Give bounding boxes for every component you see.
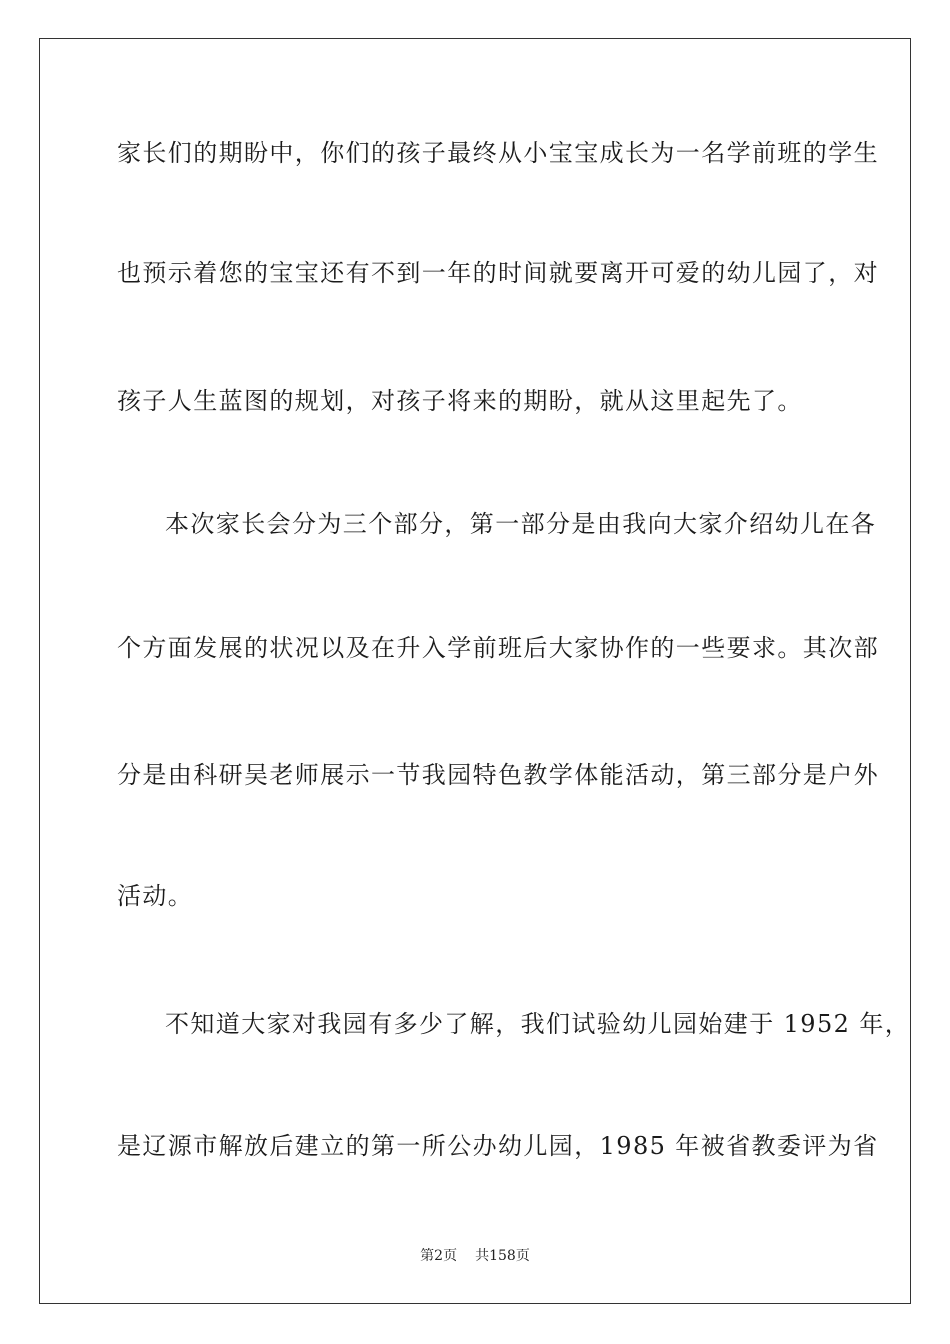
text-line-5: 个方面发展的状况以及在升入学前班后大家协作的一些要求。其次部: [117, 634, 879, 662]
page-number-total: 共158页: [475, 1248, 530, 1264]
text-line-9: 是辽源市解放后建立的第一所公办幼儿园，1985 年被省教委评为省: [117, 1132, 879, 1160]
text-line-7: 活动。: [117, 882, 194, 910]
text-line-2: 也预示着您的宝宝还有不到一年的时间就要离开可爱的幼儿园了，对: [117, 259, 879, 287]
page-footer: [0, 1246, 950, 1266]
page-number-current: 第2页: [420, 1248, 458, 1264]
text-line-1: 家长们的期盼中，你们的孩子最终从小宝宝成长为一名学前班的学生: [117, 139, 879, 167]
paragraph-2-line-1: 本次家长会分为三个部分，第一部分是由我向大家介绍幼儿在各: [165, 510, 877, 538]
page-frame: [39, 38, 911, 1304]
text-line-3: 孩子人生蓝图的规划，对孩子将来的期盼，就从这里起先了。: [117, 387, 803, 415]
text-line-6: 分是由科研吴老师展示一节我园特色教学体能活动，第三部分是户外: [117, 761, 879, 789]
paragraph-3-line-1: 不知道大家对我园有多少了解，我们试验幼儿园始建于 1952 年，: [165, 1010, 911, 1038]
